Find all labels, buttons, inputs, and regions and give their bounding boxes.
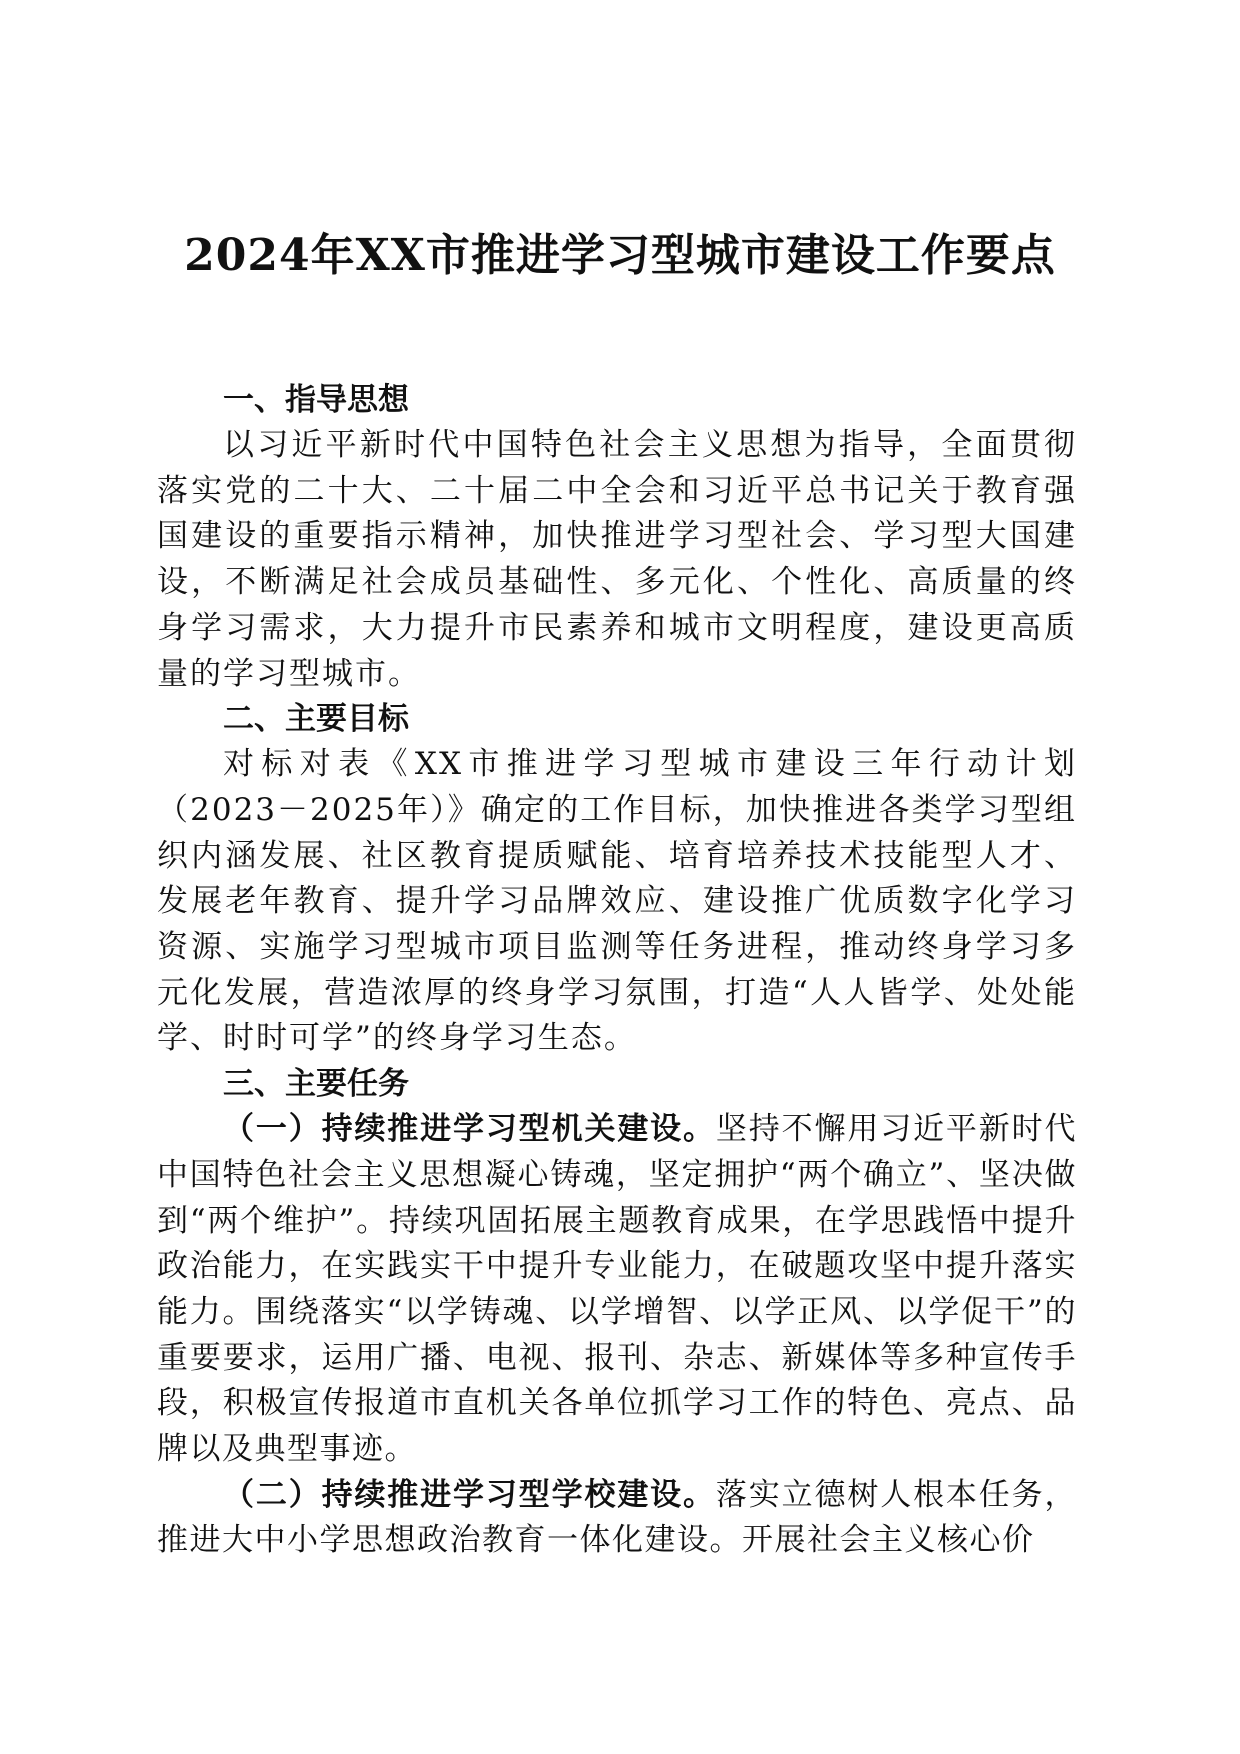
- document-body: [157, 378, 1077, 1564]
- task-item-text: 落实立德树人根本任务，推进大中小学思想政治教育一体化建设。开展社会主义核心价: [157, 1476, 1078, 1559]
- section-heading-guiding: 一、指导思想: [223, 382, 409, 418]
- section-heading-goals: 二、主要目标: [223, 701, 409, 738]
- task-item-text: 坚持不懈用习近平新时代中国特色社会主义思想凝心铸魂，坚定拥护“两个确立”、坚决做到“两个维护”。持续巩固拓展主题教育成果，在学思践悟中提升政治能力，在实践实干中提升专业能力，在破题攻坚中提升落实能力。围绕落实“以学铸魂、以学增智、以学正风、以学促干”的重要要求，运用广播、电视、报刊、杂志、新媒体等多种宣传手段，积极宣传报道市直机关各单位抓学习工作的特色、亮点、品牌以及典型事迹。: [157, 1111, 1078, 1468]
- goals-paragraph: 对标对表《XX市推进学习型城市建设三年行动计划（2023－2025年）》确定的工作目标，加快推进各类学习型组织内涵发展、社区教育提质赋能、培育培养技术技能型人才、发展老年教育、提升学习品牌效应、建设推广优质数字化学习资源、实施学习型城市项目监测等任务进程，推动终身学习多元化发展，营造浓厚的终身学习氛围，打造“人人皆学、处处能学、时时可学”的终身学习生态。: [157, 746, 1077, 1057]
- task-item-lead: （一）持续推进学习型机关建设。: [223, 1111, 716, 1148]
- guiding-paragraph: 以习近平新时代中国特色社会主义思想为指导，全面贯彻落实党的二十大、二十届二中全会和习近平总书记关于教育强国建设的重要指示精神，加快推进学习型社会、学习型大国建设，不断满足社会成员基础性、多元化、个性化、高质量的终身学习需求，大力提升市民素养和城市文明程度，建设更高质量的学习型城市。: [157, 427, 1077, 692]
- task-item: [157, 1473, 1077, 1564]
- task-item: [157, 1107, 1077, 1473]
- section-heading-tasks: 三、主要任务: [223, 1066, 409, 1103]
- task-item-lead: （二）持续推进学习型学校建设。: [223, 1476, 716, 1513]
- document-title: 2024年XX市推进学习型城市建设工作要点: [184, 230, 1056, 281]
